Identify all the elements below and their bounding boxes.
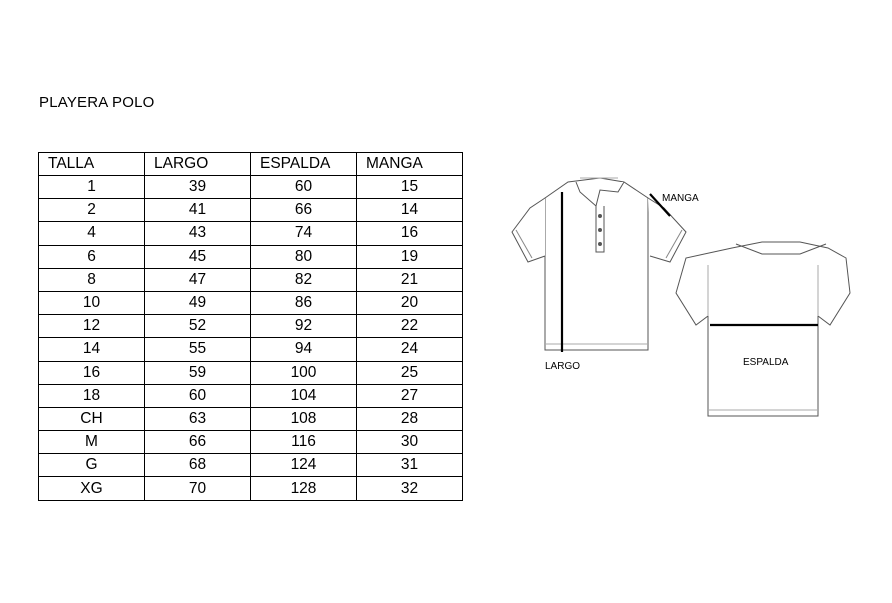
table-row	[39, 431, 463, 454]
table-cell-manga: 28	[357, 407, 463, 430]
espalda-label: ESPALDA	[743, 357, 789, 368]
table-cell-manga: 32	[357, 477, 463, 500]
table-cell-espalda: 94	[251, 338, 357, 361]
table-cell-espalda: 128	[251, 477, 357, 500]
table-cell-talla: 1	[39, 176, 145, 199]
table-cell-espalda: 86	[251, 291, 357, 314]
table-row	[39, 199, 463, 222]
table-cell-espalda: 104	[251, 384, 357, 407]
table-cell-talla: 4	[39, 222, 145, 245]
table-cell-manga: 22	[357, 315, 463, 338]
table-cell-talla: G	[39, 454, 145, 477]
back-shirt-outline	[676, 242, 850, 416]
table-cell-largo: 41	[145, 199, 251, 222]
table-cell-largo: 39	[145, 176, 251, 199]
table-cell-manga: 15	[357, 176, 463, 199]
table-cell-largo: 52	[145, 315, 251, 338]
table-cell-manga: 20	[357, 291, 463, 314]
table-cell-talla: 12	[39, 315, 145, 338]
table-cell-talla: 10	[39, 291, 145, 314]
table-row	[39, 315, 463, 338]
table-body	[39, 176, 463, 501]
table-cell-manga: 30	[357, 431, 463, 454]
table-cell-largo: 47	[145, 268, 251, 291]
table-cell-talla: XG	[39, 477, 145, 500]
table-cell-talla: 16	[39, 361, 145, 384]
table-cell-espalda: 116	[251, 431, 357, 454]
table-cell-manga: 25	[357, 361, 463, 384]
largo-label: LARGO	[545, 361, 581, 372]
table-cell-espalda: 124	[251, 454, 357, 477]
table-cell-largo: 43	[145, 222, 251, 245]
table-cell-manga: 21	[357, 268, 463, 291]
table-cell-espalda: 60	[251, 176, 357, 199]
table-row	[39, 338, 463, 361]
table-cell-talla: 2	[39, 199, 145, 222]
table-cell-talla: 14	[39, 338, 145, 361]
column-header-manga: MANGA	[357, 153, 463, 176]
table-cell-largo: 59	[145, 361, 251, 384]
table-cell-espalda: 92	[251, 315, 357, 338]
table-cell-manga: 14	[357, 199, 463, 222]
column-header-talla: TALLA	[39, 153, 145, 176]
table-cell-talla: 18	[39, 384, 145, 407]
manga-label: MANGA	[662, 193, 699, 204]
table-row	[39, 361, 463, 384]
table-cell-largo: 60	[145, 384, 251, 407]
table-row	[39, 291, 463, 314]
table-cell-largo: 66	[145, 431, 251, 454]
table-row	[39, 407, 463, 430]
table-row	[39, 245, 463, 268]
table-cell-talla: 8	[39, 268, 145, 291]
table-cell-largo: 45	[145, 245, 251, 268]
table-cell-largo: 49	[145, 291, 251, 314]
table-cell-manga: 27	[357, 384, 463, 407]
table-row	[39, 454, 463, 477]
table-cell-manga: 16	[357, 222, 463, 245]
table-cell-espalda: 82	[251, 268, 357, 291]
table-row	[39, 222, 463, 245]
table-cell-espalda: 108	[251, 407, 357, 430]
size-table	[38, 152, 463, 501]
table-cell-largo: 63	[145, 407, 251, 430]
table-cell-talla: M	[39, 431, 145, 454]
table-row	[39, 384, 463, 407]
table-cell-talla: CH	[39, 407, 145, 430]
table-row	[39, 176, 463, 199]
column-header-espalda: ESPALDA	[251, 153, 357, 176]
table-cell-manga: 31	[357, 454, 463, 477]
table-cell-espalda: 100	[251, 361, 357, 384]
table-cell-espalda: 80	[251, 245, 357, 268]
table-header-row	[39, 153, 463, 176]
table-cell-largo: 68	[145, 454, 251, 477]
page-title: PLAYERA POLO	[39, 94, 155, 111]
table-row	[39, 268, 463, 291]
table-cell-manga: 19	[357, 245, 463, 268]
table-cell-espalda: 74	[251, 222, 357, 245]
table-cell-largo: 70	[145, 477, 251, 500]
polo-measurement-diagram	[500, 170, 860, 430]
table-cell-manga: 24	[357, 338, 463, 361]
table-row	[39, 477, 463, 500]
table-cell-largo: 55	[145, 338, 251, 361]
table-cell-espalda: 66	[251, 199, 357, 222]
table-cell-talla: 6	[39, 245, 145, 268]
column-header-largo: LARGO	[145, 153, 251, 176]
